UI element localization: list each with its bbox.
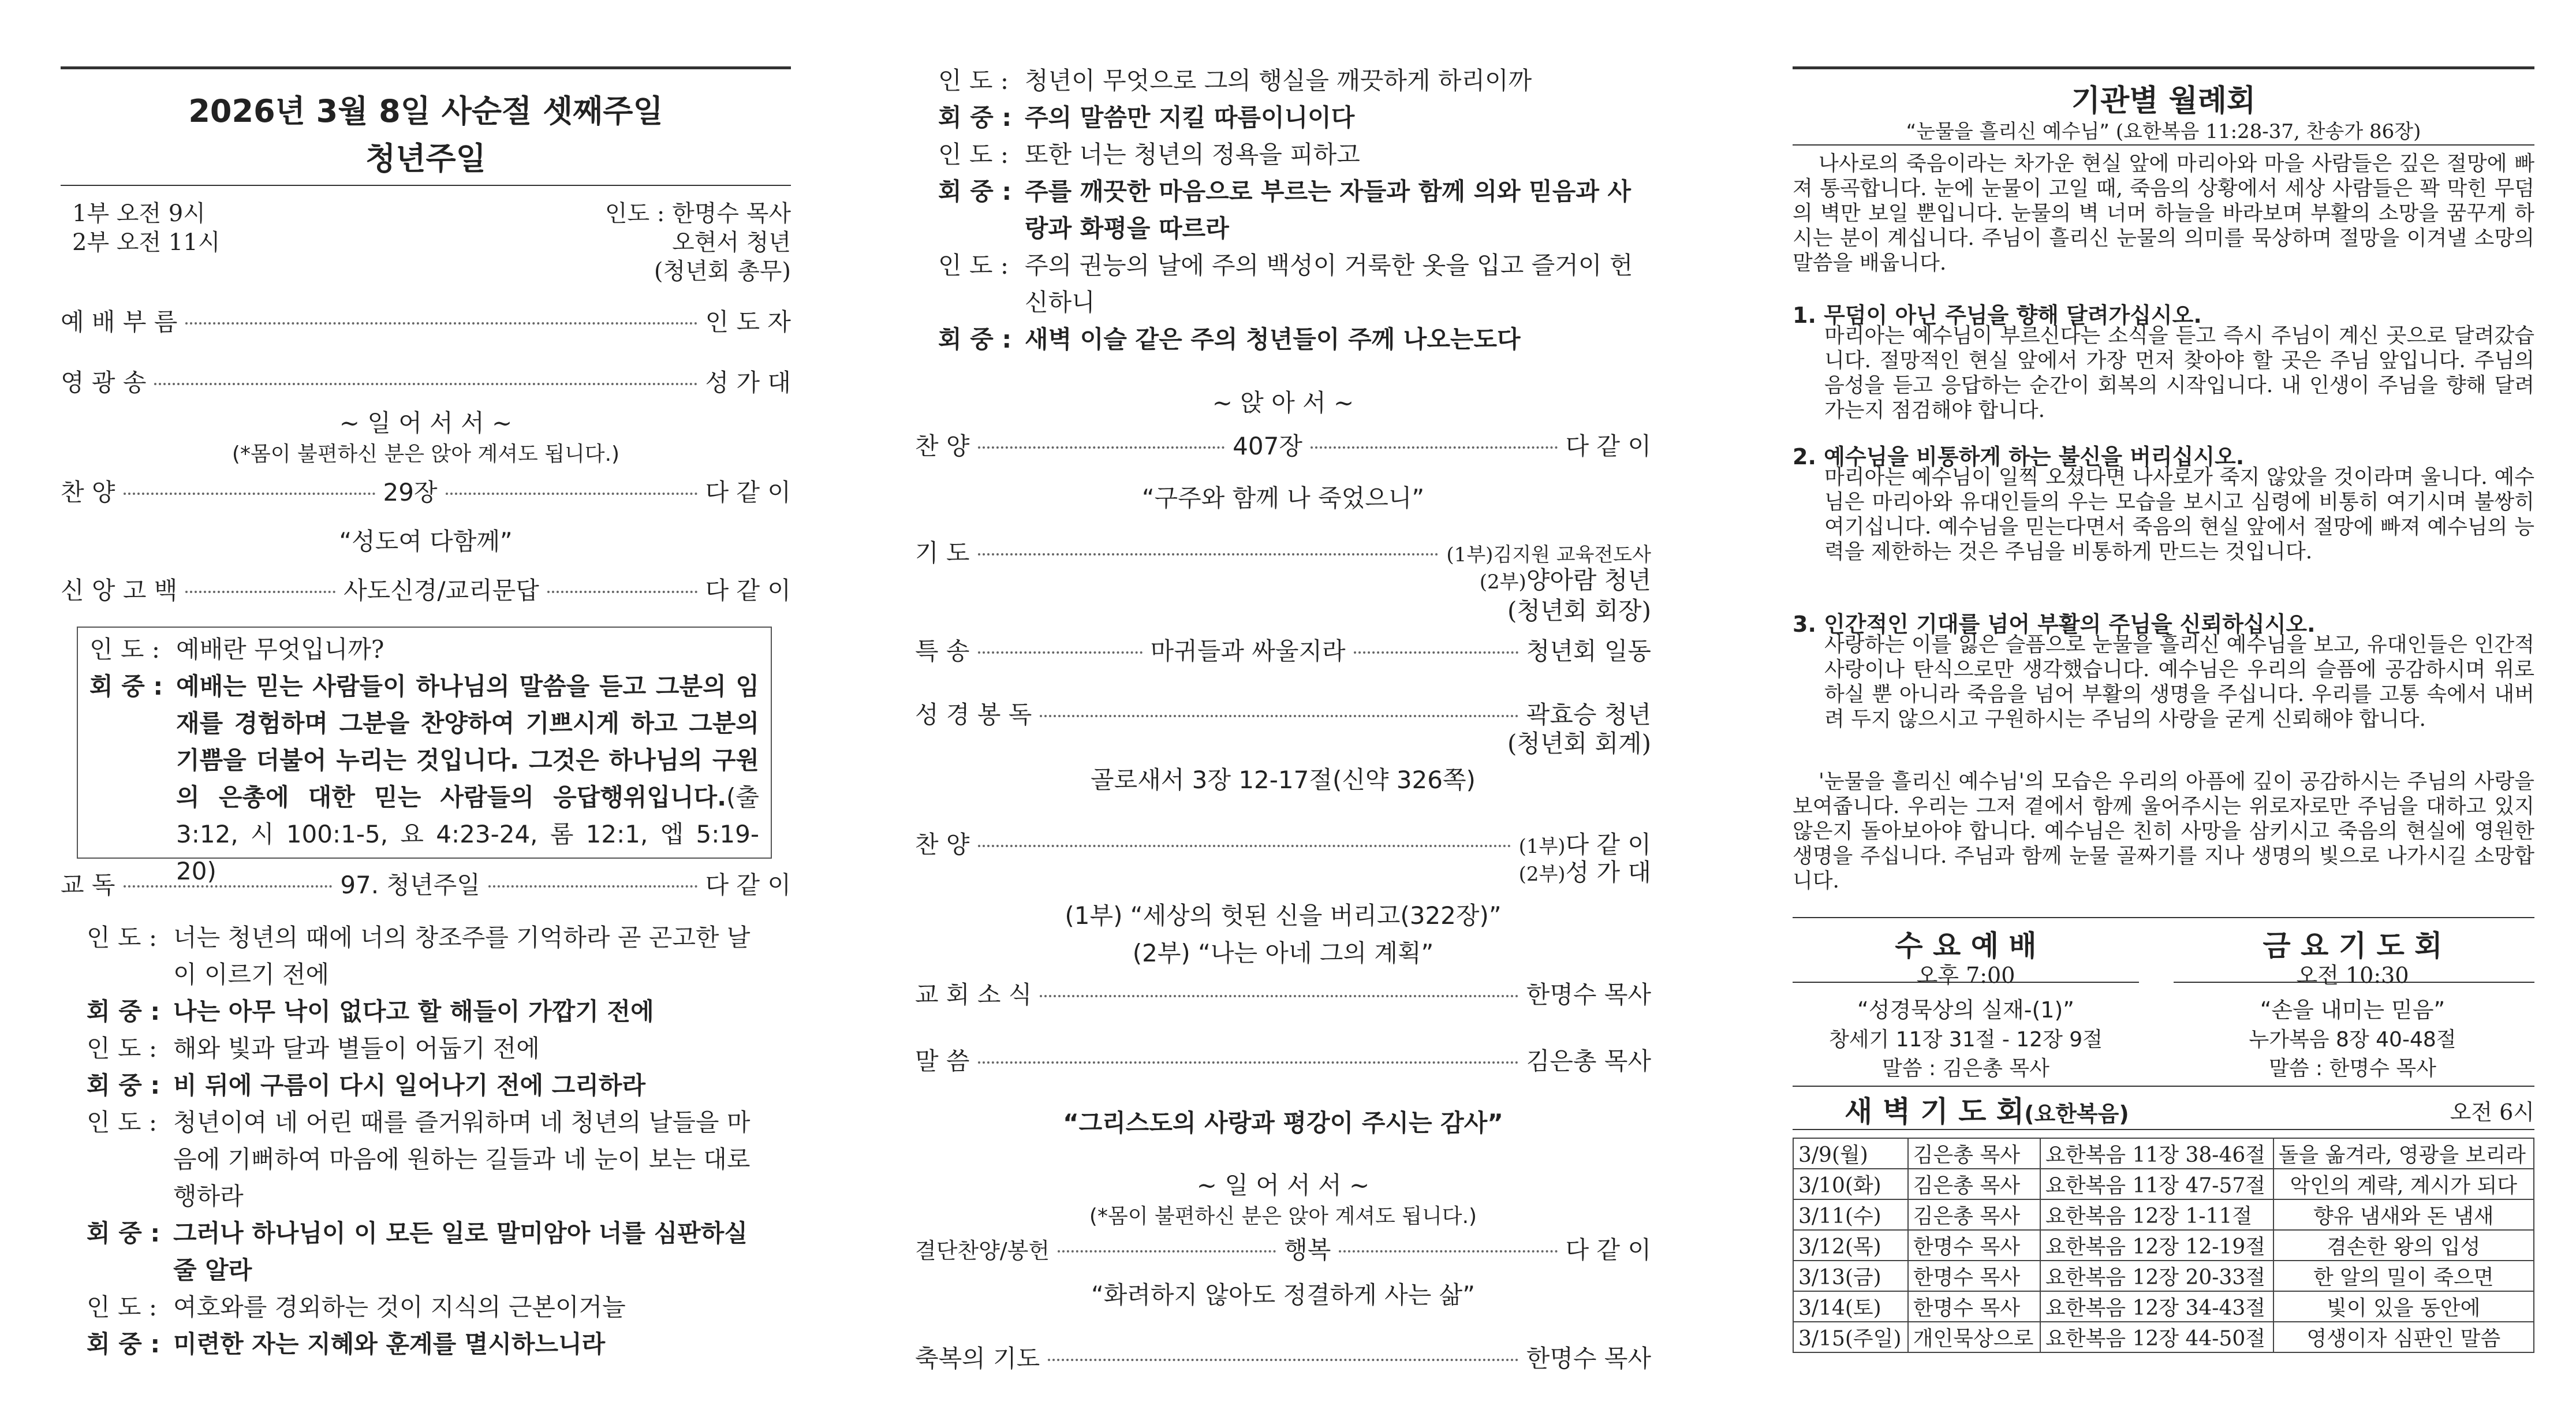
order-gloria: 영 광 송 성 가 대	[61, 368, 791, 397]
monthly-meeting-column	[1793, 0, 2534, 1424]
reading-line: 인 도 : 해와 빛과 달과 별들이 어둡기 전에	[87, 1034, 540, 1063]
scripture-reader-note: (청년회 회계)	[1507, 729, 1651, 758]
order-responsive-reading: 교 독 97. 청년주일 다 같 이	[61, 871, 792, 899]
hymn2-title-1: (1부) “세상의 헛된 신을 버리고(322장)”	[1065, 901, 1502, 930]
wednesday-time: 오후 7:00	[1916, 963, 2015, 988]
point-1-text: 마리아는 예수님이 부르신다는 소식을 듣고 즉시 주님이 계신 곳으로 달려갔습니다. 절망적인 현실 앞에서 가장 먼저 찾아야 할 곳은 주님 앞입니다. 주님의 음성을 듣고 응답하는 순간이 회복의 시작입니다. 내 인생이 주님을 향해 달려가는지 점검해야 합니다.	[1824, 324, 2534, 422]
reading-line: 인 도 : 청년이여 네 어린 때를 즐거워하며 네 청년의 날들을 마음에 기뻐하여 마음에 원하는 길들과 네 눈이 보는 대로 행하라	[87, 1108, 751, 1210]
reading-line: 회 중 : 그러나 하나님이 이 모든 일로 말미암아 너를 심판하실 줄 알라	[87, 1219, 748, 1284]
order-of-worship-column-2	[915, 0, 1651, 1424]
dawn-title-rule	[1793, 1129, 2534, 1130]
point-3-title: 3. 인간적인 기대를 넘어 부활의 주님을 신뢰하십시오.	[1793, 612, 2316, 637]
order-special-song: 특 송 마귀들과 싸울지라 청년회 일동	[915, 637, 1651, 665]
sit-down-note: ~ 앉 아 서 ~	[1212, 389, 1354, 417]
reading-line: 인 도 : 또한 너는 청년의 정욕을 피하고	[938, 140, 1360, 169]
service1-time: 1부 오전 9시	[72, 200, 206, 227]
table-row: 3/12(목) 한명수 목사 요한복음 12장 12-19절 겸손한 왕의 입성	[1793, 1230, 2534, 1261]
order-hymn-2: 찬 양 (1부)다 같 이	[915, 830, 1651, 859]
dawn-prayer-table	[1793, 1138, 2534, 1353]
order-decision-offering: 결단찬양/봉헌 행복 다 같 이	[915, 1236, 1652, 1264]
table-row: 3/11(수) 김은총 목사 요한복음 12장 1-11절 향유 냄새와 돈 냄새	[1793, 1199, 2534, 1230]
stand-up-subnote: (*몸이 불편하신 분은 앉아 계셔도 됩니다.)	[1089, 1205, 1477, 1228]
order-call-to-worship: 예 배 부 름 인 도 자	[61, 308, 791, 336]
reading-line: 인 도 : 주의 권능의 날에 주의 백성이 거룩한 옷을 입고 즐거이 헌신하니	[938, 251, 1633, 316]
table-row: 3/13(금) 한명수 목사 요한복음 12장 20-33절 한 알의 밀이 죽으면	[1793, 1261, 2534, 1291]
services-top-rule	[1793, 917, 2534, 918]
wednesday-sermon: “성경묵상의 실재-(1)”	[1857, 997, 2074, 1023]
point-2-title: 2. 예수님을 비통하게 하는 불신을 버리십시오.	[1793, 444, 2245, 469]
friday-time: 오전 10:30	[2296, 963, 2409, 988]
order-hymn: 찬 양 29장 다 같 이	[61, 478, 791, 506]
point-1-title: 1. 무덤이 아닌 주님을 향해 달려가십시오.	[1793, 303, 2202, 328]
friday-prayer-title: 금 요 기 도 회	[2263, 929, 2443, 963]
meeting-title: 기관별 월례회	[2071, 84, 2256, 118]
friday-sermon: “손을 내미는 믿음”	[2260, 997, 2446, 1023]
stand-up-note: ~ 일 어 서 서 ~	[339, 409, 513, 437]
reading-line: 인 도 : 청년이 무엇으로 그의 행실을 깨끗하게 하리이까	[938, 66, 1532, 95]
reading-line: 인 도 : 너는 청년의 때에 너의 창조주를 기억하라 곧 곤고한 날이 이르기 전에	[87, 923, 751, 989]
top-rule	[61, 66, 791, 69]
reading-line: 회 중 : 비 뒤에 구름이 다시 일어나기 전에 그리하라	[87, 1071, 646, 1099]
wednesday-service-title: 수 요 예 배	[1895, 929, 2037, 963]
service2-leader-note: (청년회 총무)	[654, 258, 791, 285]
dawn-prayer-title: 새 벽 기 도 회(요한복음)	[1845, 1095, 2129, 1128]
hymn2-performer-2: (2부)성 가 대	[1518, 858, 1651, 886]
dawn-prayer-time: 오전 6시	[2450, 1099, 2534, 1125]
reading-line: 인 도 : 여호와를 경외하는 것이 지식의 근본이거늘	[87, 1293, 626, 1321]
scripture-reference: 골로새서 3장 12-17절(신약 326쪽)	[1091, 766, 1476, 794]
friday-preacher: 말씀 : 한명수 목사	[2269, 1057, 2436, 1080]
hymn2-title-2: (2부) “나는 아네 그의 계획”	[1132, 939, 1434, 967]
order-hymn: 찬 양 407장 다 같 이	[915, 432, 1652, 460]
bulletin-subtitle: 청년주일	[365, 140, 486, 177]
reading-line: 회 중 : 주를 깨끗한 마음으로 부르는 자들과 함께 의와 믿음과 사랑과 화평을 따르라	[938, 177, 1632, 243]
top-rule	[1793, 66, 2534, 69]
reading-line: 회 중 : 미련한 자는 지혜와 훈계를 멸시하느니라	[87, 1330, 606, 1358]
meeting-closing: '눈물을 흘리신 예수님'의 모습은 우리의 아픔에 깊이 공감하시는 주님의 사랑을 보여줍니다. 우리는 그저 곁에서 함께 울어주시는 위로자로만 주님을 대하고 있지 않은지 돌아보아야 합니다. 예수님은 친히 사망을 삼키시고 죽음의 현실에 영원한 생명을 주십니다. 주님과 함께 눈물 골짜기를 지나 생명의 빛으로 나가시길 소망합니다.	[1793, 770, 2534, 893]
table-row: 3/14(토) 한명수 목사 요한복음 12장 34-43절 빛이 있을 동안에	[1793, 1291, 2534, 1322]
hymn-title: “성도여 다함께”	[339, 527, 513, 556]
decision-song-title: “화려하지 않아도 정결하게 사는 삶”	[1091, 1281, 1475, 1309]
order-of-worship-column-1	[61, 0, 791, 1424]
friday-ref: 누가복음 8장 40-48절	[2249, 1028, 2456, 1052]
catechism-leader: 인 도 : 예배란 무엇입니까?	[89, 635, 384, 663]
dawn-top-rule	[1793, 1086, 2534, 1087]
prayer-leader-2: (2부)양아람 청년	[1479, 566, 1651, 594]
sermon-title: “그리스도의 사랑과 평강이 주시는 감사”	[1063, 1109, 1503, 1137]
service1-leader: 인도 : 한명수 목사	[604, 200, 791, 227]
wednesday-ref: 창세기 11장 31절 - 12장 9절	[1829, 1028, 2103, 1052]
title-rule	[61, 185, 791, 186]
wednesday-preacher: 말씀 : 김은총 목사	[1882, 1057, 2049, 1080]
service2-leader: 오현서 청년	[672, 229, 791, 256]
reading-line: 회 중 : 새벽 이슬 같은 주의 청년들이 주께 나오는도다	[938, 325, 1521, 353]
reading-line: 회 중 : 주의 말씀만 지킬 따름이니이다	[938, 103, 1355, 132]
stand-up-subnote: (*몸이 불편하신 분은 앉아 계셔도 됩니다.)	[232, 442, 620, 466]
catechism-box	[77, 627, 772, 885]
point-2-text: 마리아는 예수님이 일찍 오셨다면 나사로가 죽지 않았을 것이라며 울니다. 예수님은 마리아와 유대인들의 우는 모습을 보시고 심령에 비통히 여기시며 불쌍히 여기십니다. 예수님을 믿는다면서 죽음의 현실 앞에서 절망에 빠져 예수님의 능력을 제한하는 것은 주님을 비통하게 만드는 것입니다.	[1824, 465, 2534, 564]
order-creed: 신 앙 고 백 사도신경/교리문답 다 같 이	[61, 576, 791, 605]
meeting-intro: 나사로의 죽음이라는 차가운 현실 앞에 마리아와 마을 사람들은 깊은 절망에 빠져 통곡합니다. 눈에 눈물이 고일 때, 죽음의 상황에서 세상 사람들은 꽉 막힌 무덤의 벽만 보일 뿐입니다. 눈물의 벽 너머 하늘을 바라보며 부활의 소망을 꿈꾸게 하시는 분이 계십니다. 주님이 흘리신 눈물의 의미를 묵상하며 절망을 이겨낼 소망의 말씀을 배웁니다.	[1793, 152, 2534, 275]
table-row: 3/9(월) 김은총 목사 요한복음 11장 38-46절 돌을 옮겨라, 영광을 보리라	[1793, 1138, 2534, 1169]
service2-time: 2부 오전 11시	[72, 229, 221, 256]
bulletin-title: 2026년 3월 8일 사순절 셋째주일	[188, 93, 663, 129]
order-announcements: 교 회 소 식 한명수 목사	[915, 981, 1651, 1009]
meeting-subtitle: “눈물을 흘리신 예수님” (요한복음 11:28-37, 찬송가 86장)	[1906, 120, 2421, 143]
point-3-text: 사랑하는 이를 잃은 슬픔으로 눈물을 흘리신 예수님을 보고, 유대인들은 인간적 사랑이나 탄식으로만 생각했습니다. 예수님은 우리의 슬픔에 공감하시며 위로하실 뿐 아니라 죽음을 넘어 부활의 생명을 주십니다. 우리를 고통 속에서 내버려 두지 않으시고 구원하시는 주님의 사랑을 굳게 신뢰해야 합니다.	[1824, 633, 2534, 731]
prayer-leader-2-note: (청년회 회장)	[1507, 597, 1651, 625]
hymn-title: “구주와 함께 나 죽었으니”	[1141, 484, 1425, 512]
reading-line: 회 중 : 나는 아무 낙이 없다고 할 해들이 가깝기 전에	[87, 997, 654, 1026]
subtitle-rule	[1793, 144, 2534, 146]
order-prayer: 기 도 (1부)김지원 교육전도사	[915, 539, 1651, 567]
table-row: 3/10(화) 김은총 목사 요한복음 11장 47-57절 악인의 계략, 계시가 되다	[1793, 1169, 2534, 1199]
order-benediction: 축복의 기도 한명수 목사	[915, 1344, 1651, 1373]
table-row: 3/15(주일) 개인묵상으로 요한복음 12장 44-50절 영생이자 심판인 말씀	[1793, 1322, 2534, 1352]
order-sermon: 말 씀 김은총 목사	[915, 1047, 1651, 1075]
order-scripture: 성 경 봉 독 곽효승 청년	[915, 700, 1651, 729]
catechism-congregation: 회 중 : 예배는 믿는 사람들이 하나님의 말씀을 듣고 그분의 임재를 경험하며 그분을 찬양하여 기쁘시게 하고 그분의 기쁨을 더불어 누리는 것입니다. 그것은 하나님의 구원의 은총에 대한 믿는 사람들의 응답행위입니다.(출 3:12, 시 100:1-5, 요 4:23-24, 롬 12:1, 엡 5:19-20)	[89, 672, 759, 885]
stand-up-note: ~ 일 어 서 서 ~	[1196, 1171, 1370, 1199]
